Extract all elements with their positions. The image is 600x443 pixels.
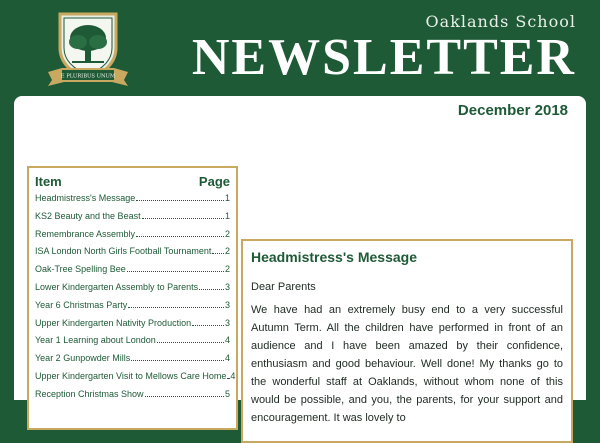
toc-item-page: 4 (230, 370, 236, 381)
toc-item-header: Item (35, 174, 62, 189)
toc-item-title: KS2 Beauty and the Beast (35, 210, 141, 221)
article-salutation: Dear Parents (251, 281, 316, 293)
headmistress-message-article (241, 239, 573, 443)
toc-item[interactable] (35, 335, 230, 353)
school-name: Oaklands School (425, 12, 576, 31)
toc-item[interactable] (35, 264, 230, 282)
toc-list (29, 193, 236, 407)
toc-item-page: 3 (224, 317, 230, 328)
toc-item-title: Reception Christmas Show (35, 388, 144, 399)
toc-dot-leader (157, 342, 224, 343)
toc-item-page: 5 (224, 388, 230, 399)
toc-item[interactable] (35, 370, 236, 389)
toc-dot-leader (192, 325, 224, 326)
toc-dot-leader (199, 289, 224, 290)
svg-text:E PLURIBUS UNUM: E PLURIBUS UNUM (60, 73, 116, 80)
newsletter-title: NEWSLETTER (191, 29, 576, 86)
toc-item[interactable] (35, 282, 230, 300)
toc-dot-leader (136, 200, 224, 201)
toc-item[interactable] (35, 211, 230, 229)
newsletter-page (14, 96, 586, 424)
toc-dot-leader (128, 307, 224, 308)
toc-dot-leader (127, 271, 224, 272)
oak-tree-crest-icon (42, 10, 134, 90)
toc-item-title: Year 1 Learning about London (35, 335, 156, 346)
toc-dot-leader (142, 218, 224, 219)
toc-header (29, 168, 236, 193)
toc-dot-leader (227, 378, 229, 379)
toc-dot-leader (131, 360, 224, 361)
toc-item[interactable] (35, 318, 230, 336)
toc-dot-leader (212, 253, 224, 254)
toc-item-title: Headmistress's Message (35, 193, 136, 203)
toc-item[interactable] (35, 193, 230, 211)
issue-date: December 2018 (457, 102, 568, 119)
toc-page-header: Page (198, 174, 230, 189)
toc-item-page: 1 (224, 193, 230, 203)
toc-dot-leader (145, 396, 224, 397)
toc-item-page: 4 (224, 335, 230, 346)
toc-item[interactable] (35, 353, 230, 371)
toc-item-title: Remembrance Assembly (35, 228, 136, 239)
toc-item-page: 4 (224, 353, 230, 364)
toc-item-page: 2 (224, 246, 230, 257)
toc-item-title: Upper Kindergarten Visit to Mellows Care Home (35, 370, 227, 381)
article-title: Headmistress's Message (251, 249, 417, 265)
toc-item-page: 2 (224, 228, 230, 239)
toc-item[interactable] (35, 389, 230, 407)
toc-item-title: Lower Kindergarten Assembly to Parents (35, 281, 199, 292)
toc-item[interactable] (35, 300, 230, 318)
toc-item-page: 2 (224, 264, 230, 275)
article-body: We have had an extremely busy end to a very successful Autumn Term. All the children have performed in front of an audience and I have been amazed by their confidence, enthusiasm and good behaviour. Well done! My thanks go to the wonderful staff at Oaklands, without whom none of this would be possible, and you, the parents, for your support and encouragement. It was lovely to (251, 304, 563, 424)
toc-item-title: Oak-Tree Spelling Bee (35, 264, 126, 275)
toc-dot-leader (136, 236, 224, 237)
toc-item-title: Year 2 Gunpowder Mills (35, 353, 131, 364)
table-of-contents (27, 166, 238, 430)
toc-item-page: 3 (224, 281, 230, 292)
toc-item-title: Upper Kindergarten Nativity Production (35, 317, 192, 328)
toc-item-title: ISA London North Girls Football Tournament (35, 246, 212, 257)
toc-item[interactable] (35, 229, 230, 247)
newsletter-header (0, 0, 600, 96)
toc-item[interactable] (35, 246, 230, 264)
toc-item-page: 3 (224, 299, 230, 310)
toc-item-page: 1 (224, 210, 230, 221)
toc-item-title: Year 6 Christmas Party (35, 299, 128, 310)
